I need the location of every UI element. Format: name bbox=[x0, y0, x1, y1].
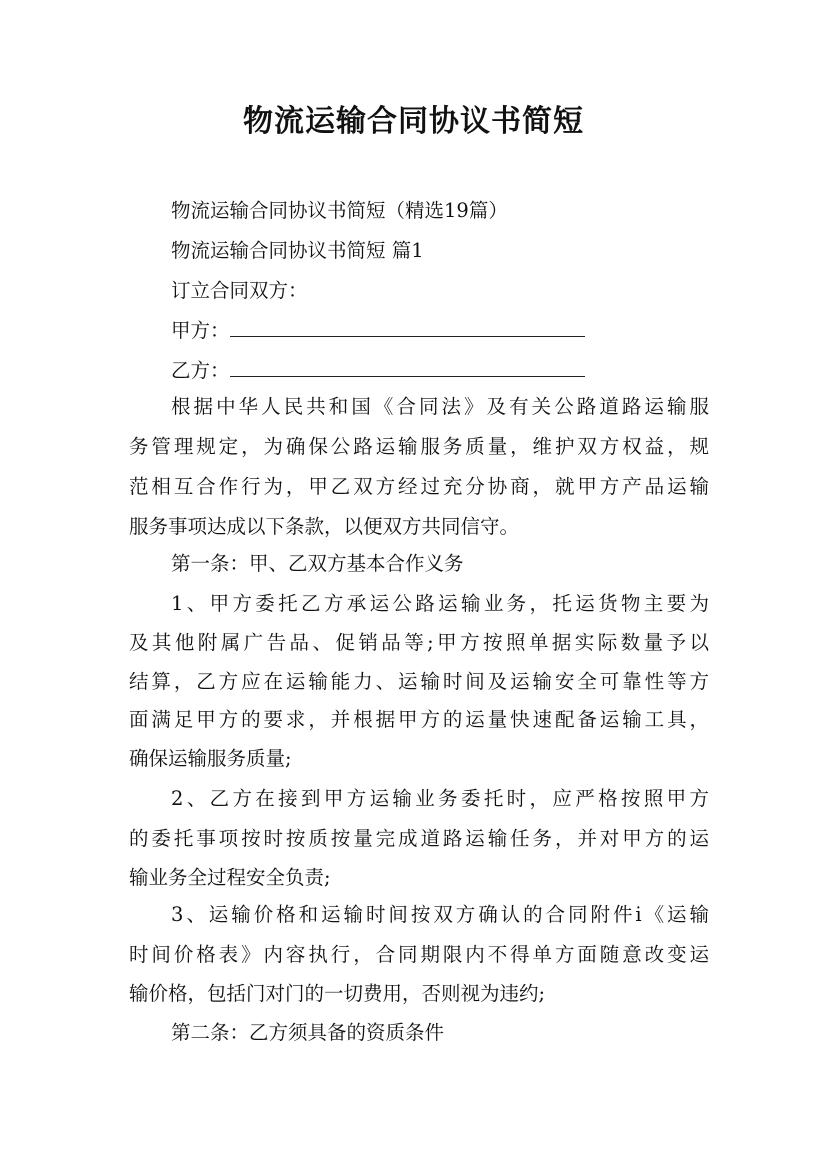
clause-2-line: 的委托事项按时按质按量完成道路运输任务，并对甲方的运 bbox=[129, 827, 709, 850]
clause-3-line: 时间价格表》内容执行，合同期限内不得单方面随意改变运 bbox=[129, 943, 709, 966]
party-a-label: 甲方： bbox=[171, 319, 230, 342]
document-subtitle: 物流运输合同协议书简短（精选19篇） bbox=[171, 199, 508, 222]
section-heading: 物流运输合同协议书简短 篇1 bbox=[171, 239, 424, 262]
document-title: 物流运输合同协议书简短 bbox=[243, 104, 584, 139]
party-b-blank bbox=[230, 354, 585, 377]
clause-2-line: 2、乙方在接到甲方运输业务委托时，应严格按照甲方 bbox=[171, 787, 709, 810]
party-a-blank bbox=[230, 314, 585, 337]
clause-1-line: 结算，乙方应在运输能力、运输时间及运输安全可靠性等方 bbox=[129, 670, 709, 693]
article-2-heading: 第二条：乙方须具备的资质条件 bbox=[171, 1021, 445, 1044]
clause-2-line: 输业务全过程安全负责; bbox=[129, 866, 331, 889]
preamble-line: 根据中华人民共和国《合同法》及有关公路道路运输服 bbox=[171, 395, 709, 418]
parties-intro: 订立合同双方： bbox=[171, 279, 308, 302]
clause-3-line: 输价格，包括门对门的一切费用，否则视为违约; bbox=[129, 982, 546, 1005]
clause-1-line: 面满足甲方的要求，并根据甲方的运量快速配备运输工具， bbox=[129, 708, 709, 731]
article-1-heading: 第一条：甲、乙双方基本合作义务 bbox=[171, 552, 464, 575]
party-b-label: 乙方： bbox=[171, 359, 230, 382]
clause-3-line: 3、运输价格和运输时间按双方确认的合同附件i《运输 bbox=[171, 903, 709, 926]
preamble-line: 服务事项达成以下条款，以便双方共同信守。 bbox=[129, 515, 520, 538]
clause-1-line: 及其他附属广告品、促销品等;甲方按照单据实际数量予以 bbox=[129, 631, 709, 654]
preamble-line: 务管理规定，为确保公路运输服务质量，维护双方权益，规 bbox=[129, 435, 709, 458]
party-a-field bbox=[171, 310, 709, 352]
clause-1-line: 确保运输服务质量; bbox=[129, 747, 292, 770]
clause-1-line: 1、甲方委托乙方承运公路运输业务，托运货物主要为 bbox=[171, 592, 709, 615]
preamble-line: 范相互合作行为，甲乙双方经过充分协商，就甲方产品运输 bbox=[129, 475, 709, 498]
